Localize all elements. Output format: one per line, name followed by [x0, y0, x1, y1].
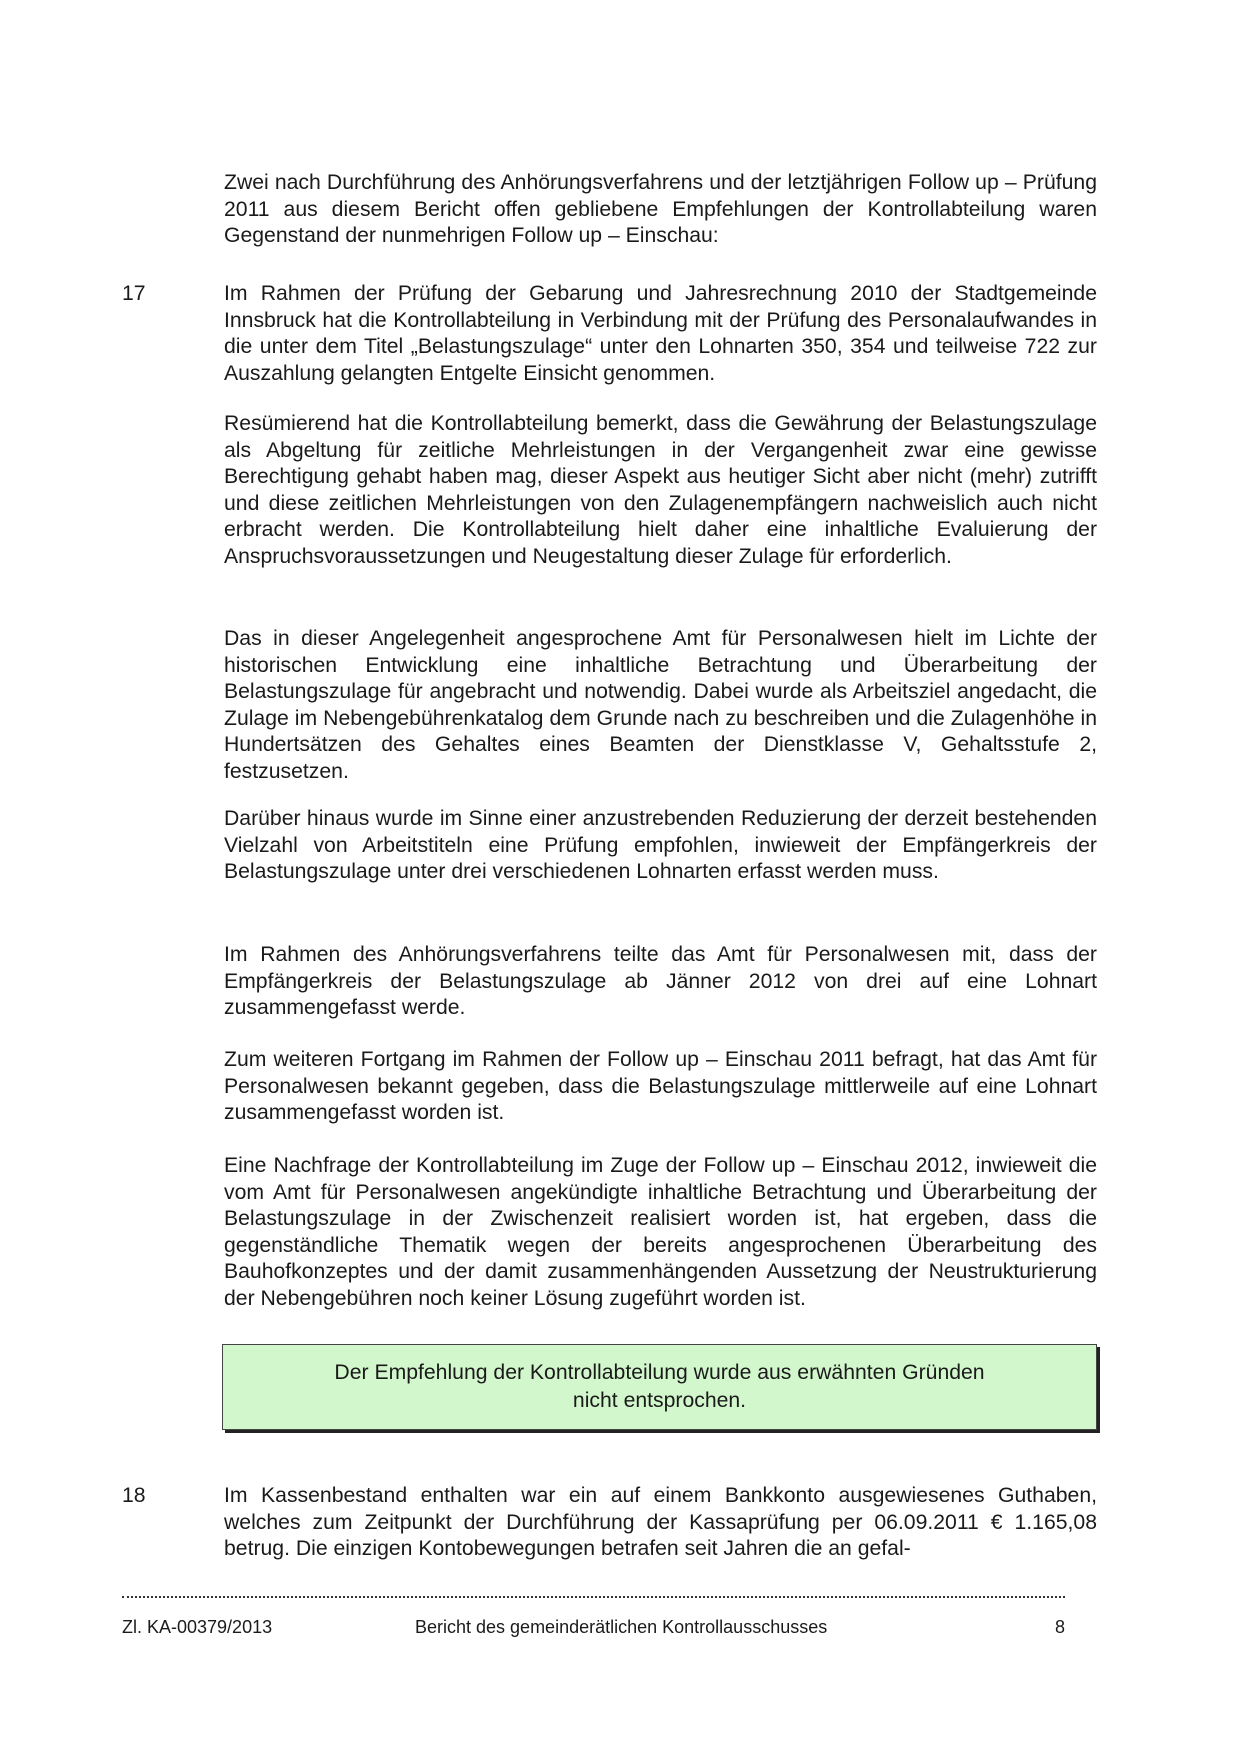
callout-line-2: nicht entsprochen.	[572, 1389, 747, 1412]
section-18-paragraph-1: Im Kassenbestand enthalten war ein auf einem Bankkonto ausgewiesenes Guthaben, welches zum Zeitpunkt der Durchführung der Kassaprüfung per 06.09.2011 € 1.165,08 betrug. Die einzigen Kontobewegungen betrafen seit Jahren die an gefal-	[224, 1484, 1097, 1560]
footer-title: Bericht des gemeinderätlichen Kontrollausschusses	[415, 1617, 828, 1637]
footer-divider	[122, 1596, 1065, 1598]
section-17-paragraph-1: Im Rahmen der Prüfung der Gebarung und Jahresrechnung 2010 der Stadtgemeinde Innsbruck hat die Kontrollabteilung in Verbindung mit der Prüfung des Personalaufwandes in die unter dem Titel „Belastungszulage“ unter den Lohnarten 350, 354 und teilweise 722 zur Auszahlung gelangten Entgelte Einsicht genommen.	[224, 282, 1097, 385]
section-number-18: 18	[122, 1484, 146, 1507]
section-number-17: 17	[122, 282, 146, 305]
section-17-paragraph-3: Das in dieser Angelegenheit angesprochene Amt für Personalwesen hielt im Lichte der historischen Entwicklung eine inhaltliche Betrachtung und Überarbeitung der Belastungszulage für angebracht und notwendig. Dabei wurde als Arbeitsziel angedacht, die Zulage im Nebengebührenkatalog dem Grunde nach zu beschreiben und die Zulagenhöhe in Hundertsätzen des Gehaltes eines Beamten der Dienstklasse V, Gehaltsstufe 2, festzusetzen.	[224, 627, 1097, 783]
intro-paragraph: Zwei nach Durchführung des Anhörungsverfahrens und der letztjährigen Follow up – Prüfung 2011 aus diesem Bericht offen gebliebene Empfehlungen der Kontrollabteilung waren Gegenstand der nunmehrigen Follow up – Einschau:	[224, 171, 1097, 247]
section-17-paragraph-5: Im Rahmen des Anhörungsverfahrens teilte das Amt für Personalwesen mit, dass der Empfängerkreis der Belastungszulage ab Jänner 2012 von drei auf eine Lohnart zusammengefasst werde.	[224, 943, 1097, 1019]
section-17-paragraph-7: Eine Nachfrage der Kontrollabteilung im Zuge der Follow up – Einschau 2012, inwieweit die vom Amt für Personalwesen angekündigte inhaltliche Betrachtung und Überarbeitung der Belastungszulage in der Zwischenzeit realisiert worden ist, hat ergeben, dass die gegenständliche Thematik wegen der bereits angesprochenen Überarbeitung des Bauhofkonzeptes und der damit zusammenhängenden Aussetzung der Neustrukturierung der Nebengebühren noch keiner Lösung zugeführt worden ist.	[224, 1154, 1097, 1310]
section-17-paragraph-6: Zum weiteren Fortgang im Rahmen der Follow up – Einschau 2011 befragt, hat das Amt für Personalwesen bekannt gegeben, dass die Belastungszulage mittlerweile auf eine Lohnart zusammengefasst worden ist.	[224, 1048, 1097, 1124]
footer-reference: Zl. KA-00379/2013	[122, 1617, 273, 1637]
footer-page-number: 8	[1054, 1617, 1065, 1637]
recommendation-result-text	[300, 1359, 1020, 1415]
callout-line-1: Der Empfehlung der Kontrollabteilung wurde aus erwähnten Gründen	[334, 1361, 985, 1384]
recommendation-result-box	[222, 1344, 1097, 1430]
section-17-paragraph-2: Resümierend hat die Kontrollabteilung bemerkt, dass die Gewährung der Belastungszulage als Abgeltung für zeitliche Mehrleistungen in der Vergangenheit zwar eine gewisse Berechtigung gehabt haben mag, dieser Aspekt aus heutiger Sicht aber nicht (mehr) zutrifft und diese zeitlichen Mehrleistungen von den Zulagenempfängern nachweislich auch nicht erbracht werden. Die Kontrollabteilung hielt daher eine inhaltliche Evaluierung der Anspruchsvoraussetzungen und Neugestaltung dieser Zulage für erforderlich.	[224, 412, 1097, 568]
section-17-paragraph-4: Darüber hinaus wurde im Sinne einer anzustrebenden Reduzierung der derzeit bestehenden Vielzahl von Arbeitstiteln eine Prüfung empfohlen, inwieweit der Empfängerkreis der Belastungszulage unter drei verschiedenen Lohnarten erfasst werden muss.	[224, 807, 1097, 883]
